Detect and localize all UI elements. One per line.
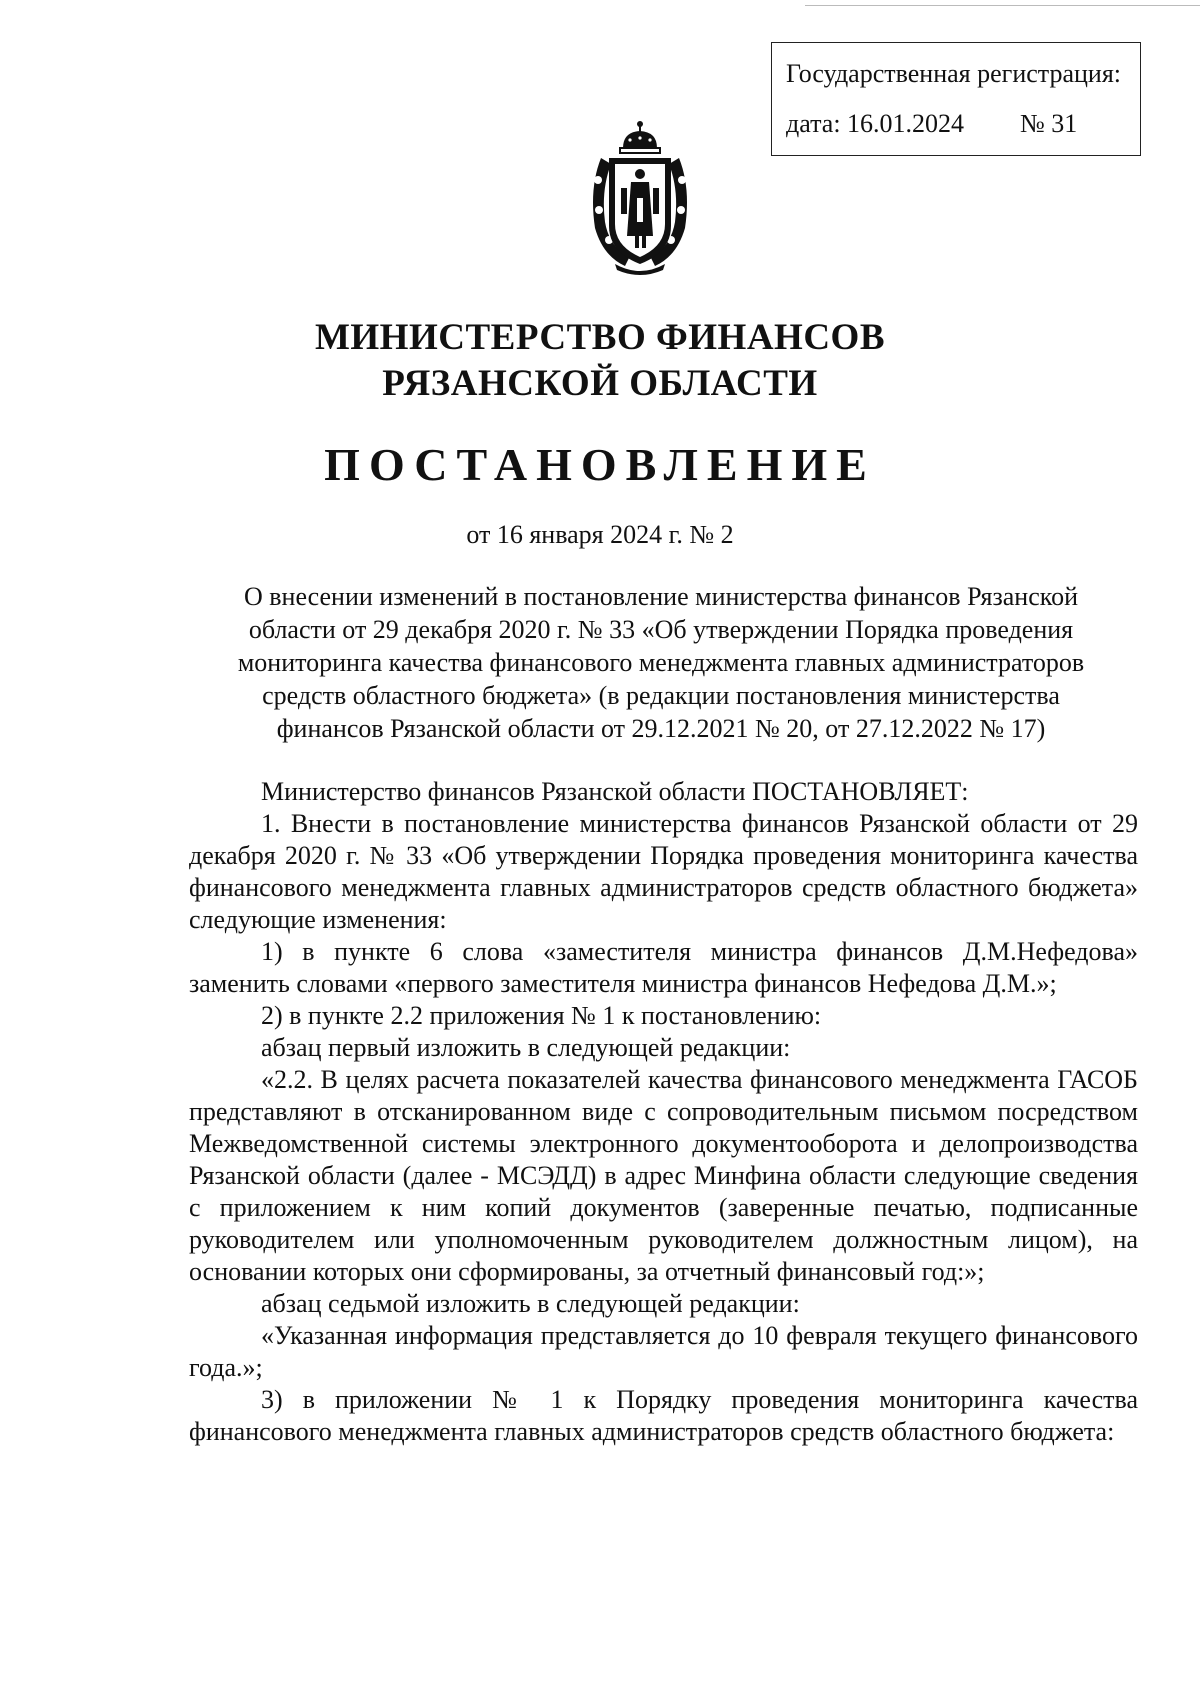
document-date-number: от 16 января 2024 г. № 2 [466, 520, 734, 549]
body-paragraph-quote-2-2: «2.2. В целях расчета показателей качества финансового менеджмента ГАСОБ представляют в отсканированном виде с сопроводительным письмом посредством Межведомственной системы электронного документооборота и делопроизводства Рязанской области (далее - МСЭДД) в адрес Минфина области следующие сведения с приложением к ним копий документов (заверенные печатью, подписанные руководителем или уполномоченным руководителем должностным лицом), на основании которых они сформированы, за отчетный финансовый год:»; [189, 1065, 1138, 1286]
registration-number: № 31 [1020, 109, 1078, 138]
registration-date: дата: 16.01.2024 [786, 109, 965, 138]
document-body [189, 776, 1138, 1448]
body-paragraph-abzac-1: абзац первый изложить в следующей редакции: [261, 1033, 791, 1062]
coat-of-arms-icon [585, 118, 695, 278]
scan-artifact-line [805, 5, 1200, 6]
registration-stamp [771, 42, 1141, 156]
body-paragraph-abzac-7: абзац седьмой изложить в следующей редакции: [261, 1289, 800, 1318]
subject-title-line: О внесении изменений в постановление министерства финансов Рязанской [243, 582, 1078, 611]
ministry-name-line-1: МИНИСТЕРСТВО ФИНАНСОВ [314, 317, 886, 358]
subject-title-line: мониторинга качества финансового менеджмента главных администраторов [237, 648, 1085, 677]
subject-title-line: области от 29 декабря 2020 г. № 33 «Об утверждении Порядка проведения [248, 615, 1074, 644]
body-paragraph-item-1: 1. Внести в постановление министерства финансов Рязанской области от 29 декабря 2020 г. № 33 «Об утверждении Порядка проведения мониторинга качества финансового менеджмента главных администраторов средств областного бюджета» следующие изменения: [189, 809, 1138, 934]
ribbon-icon [615, 264, 665, 275]
shield-icon [609, 158, 671, 264]
body-paragraph-resolves: Министерство финансов Рязанской области ПОСТАНОВЛЯЕТ: [261, 777, 969, 806]
body-paragraph-quote-deadline: «Указанная информация представляется до 10 февраля текущего финансового года.»; [189, 1321, 1138, 1382]
body-paragraph-subitem-3: 3) в приложении № 1 к Порядку проведения мониторинга качества финансового менеджмента главных администраторов средств областного бюджета: [189, 1385, 1138, 1446]
body-paragraph-subitem-1: 1) в пункте 6 слова «заместителя министра финансов Д.М.Нефедова» заменить словами «первого заместителя министра финансов Нефедова Д.М.»; [189, 937, 1138, 998]
subject-title-line: финансов Рязанской области от 29.12.2021 № 20, от 27.12.2022 № 17) [276, 714, 1046, 743]
ministry-name-line-2: РЯЗАНСКОЙ ОБЛАСТИ [382, 363, 818, 404]
registration-title: Государственная регистрация: [786, 59, 1122, 88]
body-paragraph-subitem-2: 2) в пункте 2.2 приложения № 1 к постановлению: [261, 1001, 822, 1030]
crown-icon [619, 121, 661, 154]
subject-title-line: средств областного бюджета» (в редакции постановления министерства [262, 681, 1060, 710]
document-type-title: ПОСТАНОВЛЕНИЕ [324, 439, 876, 490]
document-subject-title [186, 580, 1136, 745]
